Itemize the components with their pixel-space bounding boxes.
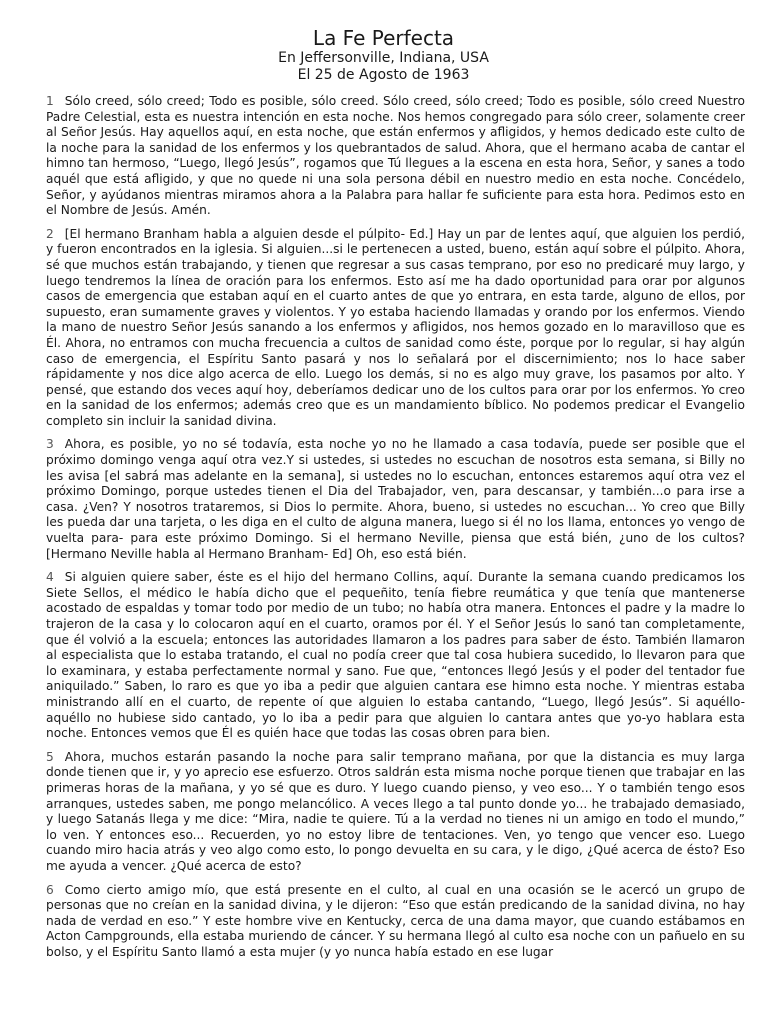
paragraph-text: Si alguien quiere saber, éste es el hijo del hermano Collins, aquí. Durante la semana cuando predicamos los Siete Sellos, el médico le había dicho que el pequeñito, tenía fiebre reumática y que tenía que mantenerse acostado de espaldas y tomar todo por medio de un tubo; no había otra manera. Entonces el padre y la madre lo trajeron de la casa y lo colocaron aquí en el cuarto, oramos por él. Y el Señor Jesús lo sanó tan completamente, que él volvió a la escuela; entonces las autoridades llamaron a los padres para saber de ésto. También llamaron al especialista que lo estaba tratando, el cual no podía creer que tal cosa hubiera sucedido, lo llevaron para que lo examinara, y estaba perfectamente normal y sano. Fue que, “entonces llegó Jesús y el poder del tentador fue aniquilado.” Saben, lo raro es que yo iba a pedir que alguien cantara ese himno esta noche. Y mientras estaba ministrando allí en el cuarto, de repente oí que alguien lo estaba cantando, “Luego, llegó Jesús”. Si aquéllo-aquéllo no hubiese sido cantado, yo lo iba a pedir para que alguien lo cantara antes que yo-yo hablara esta noche. Entonces vemos que Él es quién hace que todas las cosas obren para bien. — [46, 570, 745, 741]
paragraph-text: Ahora, es posible, yo no sé todavía, esta noche yo no he llamado a casa todavía, puede ser posible que el próximo domingo venga aquí otra vez.Y si ustedes, si ustedes no escuchan de nosotros esta semana, si Billy no les avisa [el sabrá mas adelante en la semana], si ustedes no lo escuchan, entonces estaremos aquí otra vez el próximo Domingo, porque ustedes tienen el Dia del Trabajador, ven, para descansar, y también...o para irse a casa. ¿Ven? Y nosotros trataremos, si Dios lo permite. Ahora, bueno, si ustedes no escuchan... Yo creo que Billy les pueda dar una tarjeta, o les diga en el culto de alguna manera, luego si él no los llama, entonces yo vengo de vuelta para- para este próximo Domingo. Si el hermano Neville, piensa que está bién, ¿uno de los cultos? [Hermano Neville habla al Hermano Branham- Ed] Oh, eso está bién. — [46, 437, 745, 561]
paragraph-text: [El hermano Branham habla a alguien desde el púlpito- Ed.] Hay un par de lentes aquí, que alguien los perdió, y fueron encontrados en la iglesia. Si alguien...si le pertenecen a usted, bueno, están aquí sobre el púlpito. Ahora, sé que muchos están trabajando, y tienen que regresar a sus casas temprano, por eso no predicaré muy largo, y luego tendremos la línea de oración para los enfermos. Esto así me ha dado oportunidad para orar por algunos casos de emergencia que estaban aquí en el cuarto antes de que yo entrara, en esta tarde, alguno de ellos, por supuesto, eran sumamente graves y violentos. Y yo estaba haciendo llamadas y orando por los enfermos. Viendo la mano de nuestro Señor Jesús sanando a los enfermos y afligidos, nos hemos gozado en lo maravilloso que es Él. Ahora, no entramos con mucha frecuencia a cultos de sanidad como éste, porque por lo regular, si hay algún caso de emergencia, el Espíritu Santo pasará y nos lo señalará por el discernimiento; nos lo hace saber rápidamente y nos dice algo acerca de ello. Luego los demás, si no es algo muy grave, los pasamos por alto. Y pensé, que estando dos veces aquí hoy, deberíamos dedicar uno de los cultos para orar por los enfermos. Yo creo en la sanidad de los enfermos; además creo que es un mandamiento bíblico. No podemos predicar el Evangelio completo sin incluir la sanidad divina. — [46, 226, 745, 428]
paragraph-number: 4 — [46, 570, 54, 585]
paragraph-number: 5 — [46, 749, 54, 764]
paragraph-number: 3 — [46, 437, 54, 452]
paragraph-text: Sólo creed, sólo creed; Todo es posible, sólo creed. Sólo creed, sólo creed; Todo es posible, sólo creed Nuestro Padre Celestial, esta es nuestra intención en esta noche. Nos hemos congregado para sólo creer, solamente creer al Señor Jesús. Hay aquellos aquí, en esta noche, que están enfermos y afligidos, y hemos dedicado este culto de la noche para la sanidad de los enfermos y los quebrantados de salud. Ahora, que el hermano acaba de cantar el himno tan hermoso, “Luego, llegó Jesús”, rogamos que Tú llegues a la escena en esta hora, Señor, y sanes a todo aquél que está afligido, y que no quede ni una sola persona débil en nuestro medio en esta noche. Concédelo, Señor, y ayúdanos mientras miramos ahora a la Palabra para hallar fe suficiente para esta hora. Pedimos esto en el Nombre de Jesús. Amén. — [46, 94, 745, 218]
paragraph-text: Ahora, muchos estarán pasando la noche para salir temprano mañana, por que la distancia es muy larga donde tienen que ir, y yo aprecio ese esfuerzo. Otros saldrán esta misma noche porque tienen que trabajar en las primeras horas de la mañana, y yo sé que es duro. Y luego cuando pienso, y veo eso... Y o también tengo esos arranques, ustedes saben, me pongo melancólico. A veces llego a tal punto donde yo... he trabajado demasiado, y luego Satanás llega y me dice: “Mira, nadie te quiere. Tú a la verdad no tienes ni un amigo en todo el mundo,” lo ven. Y entonces eso... Recuerden, yo no estoy libre de tentaciones. Ven, yo tengo que vencer eso. Luego cuando miro hacia atrás y veo algo como esto, lo pongo devuelta en su cara, y le digo, ¿Qué acerca de ésto? Eso me ayuda a vencer. ¿Qué acerca de esto? — [46, 749, 745, 873]
paragraph-2 — [46, 227, 745, 430]
document-date: El 25 de Agosto de 1963 — [297, 67, 470, 83]
paragraph-number: 6 — [46, 882, 54, 897]
paragraph-4 — [46, 570, 745, 742]
paragraph-number: 2 — [46, 226, 54, 241]
document-title: La Fe Perfecta — [312, 26, 455, 50]
paragraph-6 — [46, 883, 745, 961]
paragraph-5 — [46, 750, 745, 875]
paragraph-1 — [46, 94, 745, 219]
document-location: En Jeffersonville, Indiana, USA — [278, 50, 489, 66]
paragraph-text: Como cierto amigo mío, que está presente en el culto, al cual en una ocasión se le acercó un grupo de personas que no creían en la sanidad divina, y le dijeron: “Eso que están predicando de la sanidad divina, no hay nada de verdad en eso.” Y este hombre vive en Kentucky, cerca de una dama mayor, que cuando estábamos en Acton Campgrounds, ella estaba muriendo de cáncer. Y su hermana llegó al culto esa noche con un pañuelo en su bolso, y el Espíritu Santo llamó a esta mujer (y yo nunca había estado en ese lugar — [46, 882, 745, 959]
paragraph-3 — [46, 437, 745, 562]
document-header — [22, 26, 745, 84]
paragraph-number: 1 — [46, 94, 54, 108]
